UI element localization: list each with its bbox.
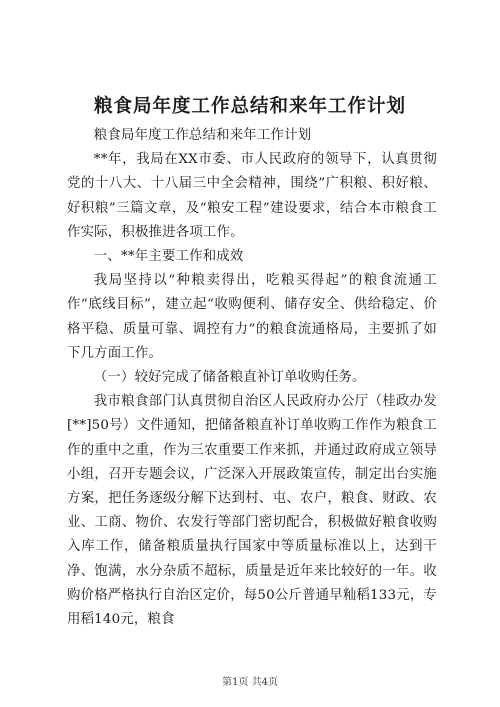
document-body [67,124,437,632]
subtitle-paragraph: 粮食局年度工作总结和来年工作计划 [93,128,312,143]
body-paragraph: 我市粮食部门认真贯彻自治区人民政府办公厅（桂政办发[**]50号）文件通知，把储备粮直补订单收购工作作为粮食工作的重中之重，作为三农重要工作来抓，并通过政府成立领导小组，召开专题会议，广泛深入开展政策宣传，制定出台实施方案，把任务逐级分解下达到村、屯、农户，粮食、财政、农业、工商、物价、农发行等部门密切配合，积极做好粮食收购入库工作，储备粮质量执行国家中等质量标准以上，达到干净、饱满，水分杂质不超标，质量是近年来比较好的一年。收购价格严格执行自治区定价，每50公斤普通早籼稻133元，专用稻140元，粮食 [67,394,437,628]
section-heading: 一、**年主要工作和成效 [93,249,244,265]
body-paragraph: 我局坚持以“种粮卖得出，吃粮买得起”的粮食流通工作“底线目标”，建立起“收购便利、储存安全、供给稳定、价格平稳、质量可靠、调控有力”的粮食流通格局，主要抓了如下几方面工作。 [67,273,437,361]
document-title: 粮食局年度工作总结和来年工作计划 [93,96,406,117]
intro-paragraph: **年，我局在XX市委、市人民政府的领导下，认真贯彻党的十八大、十八届三中全会精神，围绕”广积粮、积好粮、好积粮”三篇文章，及“粮安工程”建设要求，结合本市粮食工作实际，积极推进各项工作。 [67,152,437,240]
subsection-heading: （一）较好完成了储备粮直补订单收购任务。 [93,370,366,386]
page-number-footer: 第1页 共4页 [222,677,278,688]
